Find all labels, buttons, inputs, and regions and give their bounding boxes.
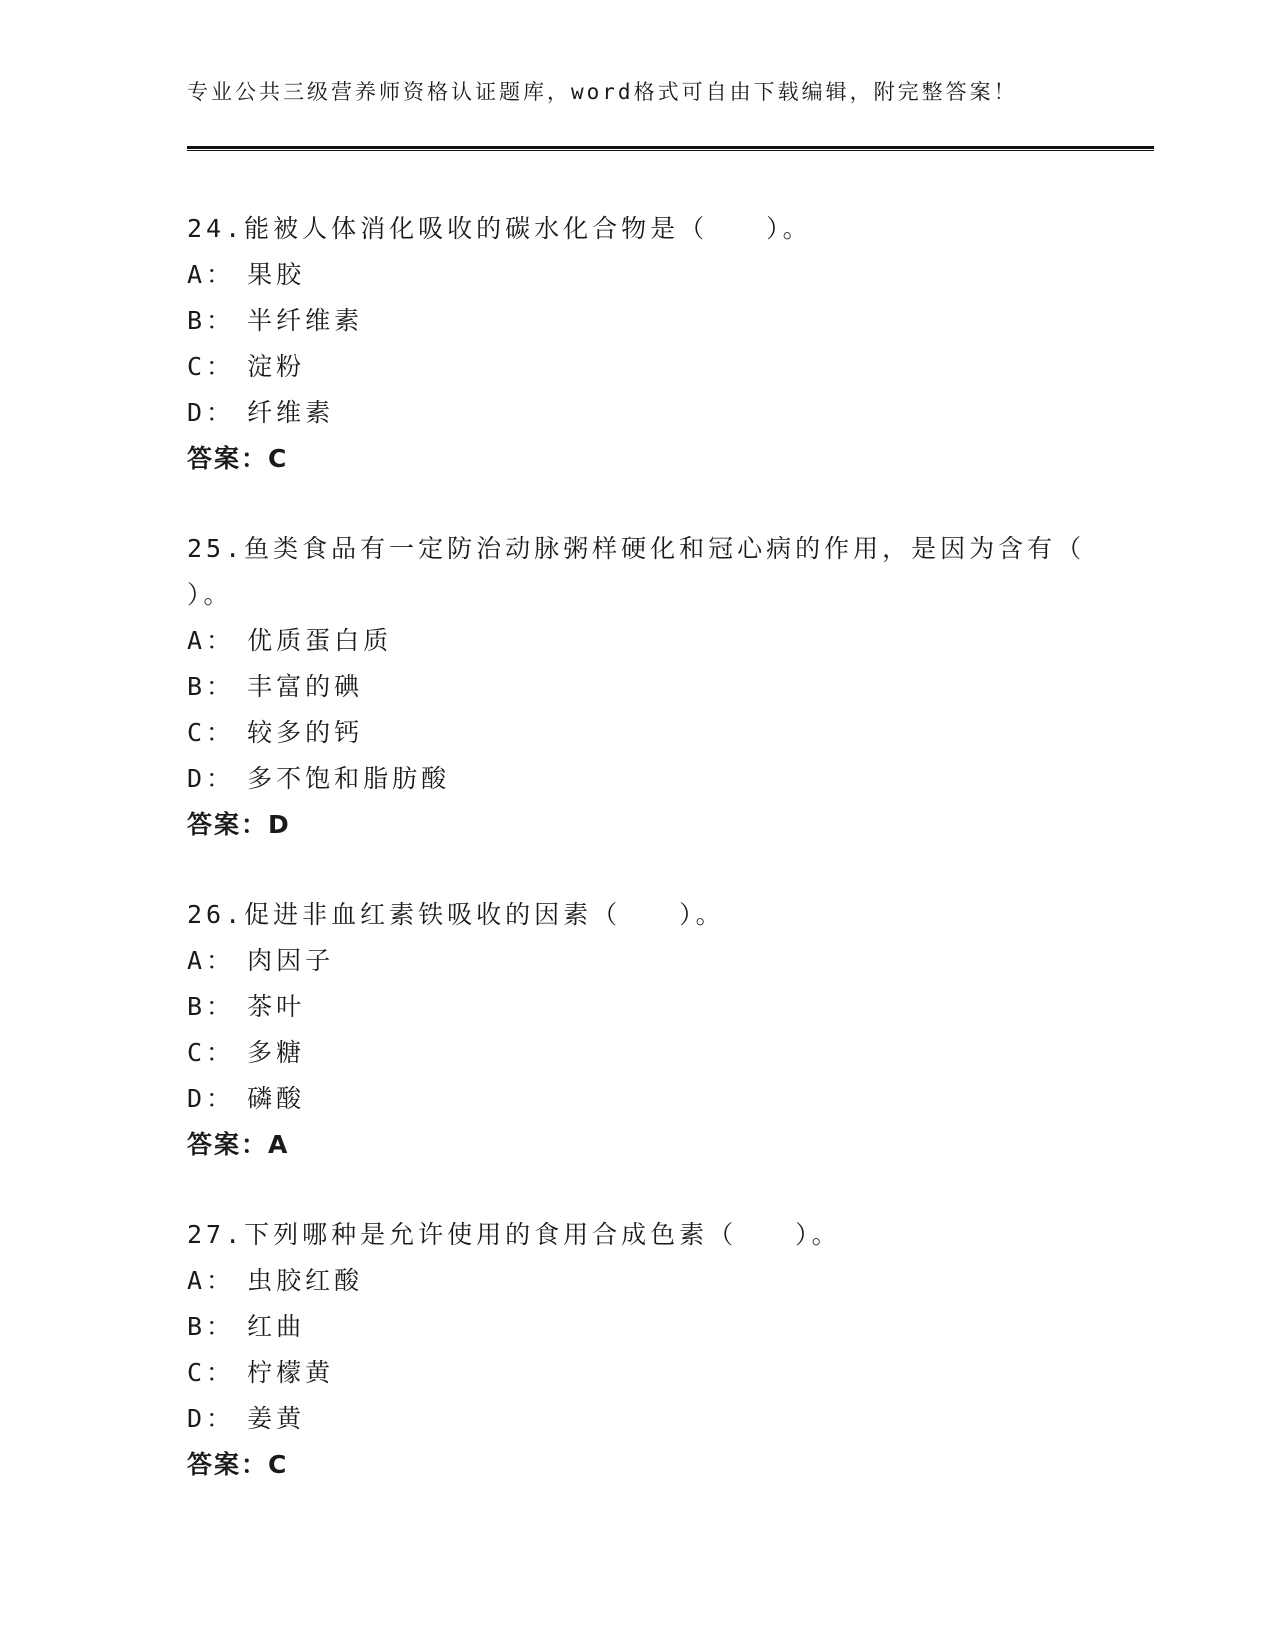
option-text: 淀粉 <box>247 352 306 381</box>
option-text: 姜黄 <box>247 1404 306 1433</box>
answer-line: 答案：C <box>187 444 289 473</box>
question-24 <box>187 206 1087 482</box>
option-d <box>187 390 1087 436</box>
option-text: 多糖 <box>247 1038 306 1067</box>
question-stem: 26.促进非血红素铁吸收的因素（ ）。 <box>187 900 725 929</box>
option-key: D： <box>187 1404 236 1433</box>
question-spacer <box>187 1168 1087 1212</box>
option-key: A： <box>187 260 236 289</box>
option-c <box>187 1350 1087 1396</box>
question-spacer <box>187 482 1087 526</box>
question-stem: 25.鱼类食品有一定防治动脉粥样硬化和冠心病的作用，是因为含有（ <box>187 534 1086 563</box>
question-stem-continued: ）。 <box>187 580 233 609</box>
option-key: C： <box>187 1038 236 1067</box>
option-text: 磷酸 <box>247 1084 306 1113</box>
option-b <box>187 1304 1087 1350</box>
option-key: C： <box>187 718 236 747</box>
option-text: 半纤维素 <box>247 306 364 335</box>
option-key: B： <box>187 992 236 1021</box>
option-text: 红曲 <box>247 1312 306 1341</box>
option-c <box>187 344 1087 390</box>
header-divider <box>187 146 1154 151</box>
option-key: D： <box>187 398 236 427</box>
option-text: 较多的钙 <box>247 718 364 747</box>
answer-line: 答案：C <box>187 1450 289 1479</box>
option-key: A： <box>187 1266 236 1295</box>
option-key: A： <box>187 946 236 975</box>
option-b <box>187 298 1087 344</box>
option-text: 多不饱和脂肪酸 <box>247 764 451 793</box>
option-key: D： <box>187 764 236 793</box>
option-text: 柠檬黄 <box>247 1358 335 1387</box>
option-key: C： <box>187 352 236 381</box>
question-stem: 24.能被人体消化吸收的碳水化合物是（ ）。 <box>187 214 812 243</box>
option-d <box>187 1076 1087 1122</box>
question-26 <box>187 892 1087 1168</box>
question-25 <box>187 526 1087 848</box>
question-list <box>187 206 1087 1488</box>
option-b <box>187 664 1087 710</box>
question-27 <box>187 1212 1087 1488</box>
option-text: 肉因子 <box>247 946 335 975</box>
option-key: C： <box>187 1358 236 1387</box>
option-d <box>187 1396 1087 1442</box>
question-stem: 27.下列哪种是允许使用的食用合成色素（ ）。 <box>187 1220 841 1249</box>
option-key: D： <box>187 1084 236 1113</box>
option-key: B： <box>187 306 236 335</box>
option-text: 虫胶红酸 <box>247 1266 364 1295</box>
option-a <box>187 938 1087 984</box>
option-text: 茶叶 <box>247 992 306 1021</box>
answer-line: 答案：A <box>187 1130 290 1159</box>
option-text: 纤维素 <box>247 398 335 427</box>
option-text: 优质蛋白质 <box>247 626 393 655</box>
option-text: 果胶 <box>247 260 306 289</box>
page-header: 专业公共三级营养师资格认证题库，word格式可自由下载编辑，附完整答案！ <box>187 80 1018 104</box>
option-a <box>187 252 1087 298</box>
option-key: B： <box>187 672 236 701</box>
option-d <box>187 756 1087 802</box>
option-key: B： <box>187 1312 236 1341</box>
answer-line: 答案：D <box>187 810 291 839</box>
option-a <box>187 618 1087 664</box>
option-a <box>187 1258 1087 1304</box>
question-spacer <box>187 848 1087 892</box>
option-c <box>187 710 1087 756</box>
option-key: A： <box>187 626 236 655</box>
option-c <box>187 1030 1087 1076</box>
option-b <box>187 984 1087 1030</box>
option-text: 丰富的碘 <box>247 672 364 701</box>
